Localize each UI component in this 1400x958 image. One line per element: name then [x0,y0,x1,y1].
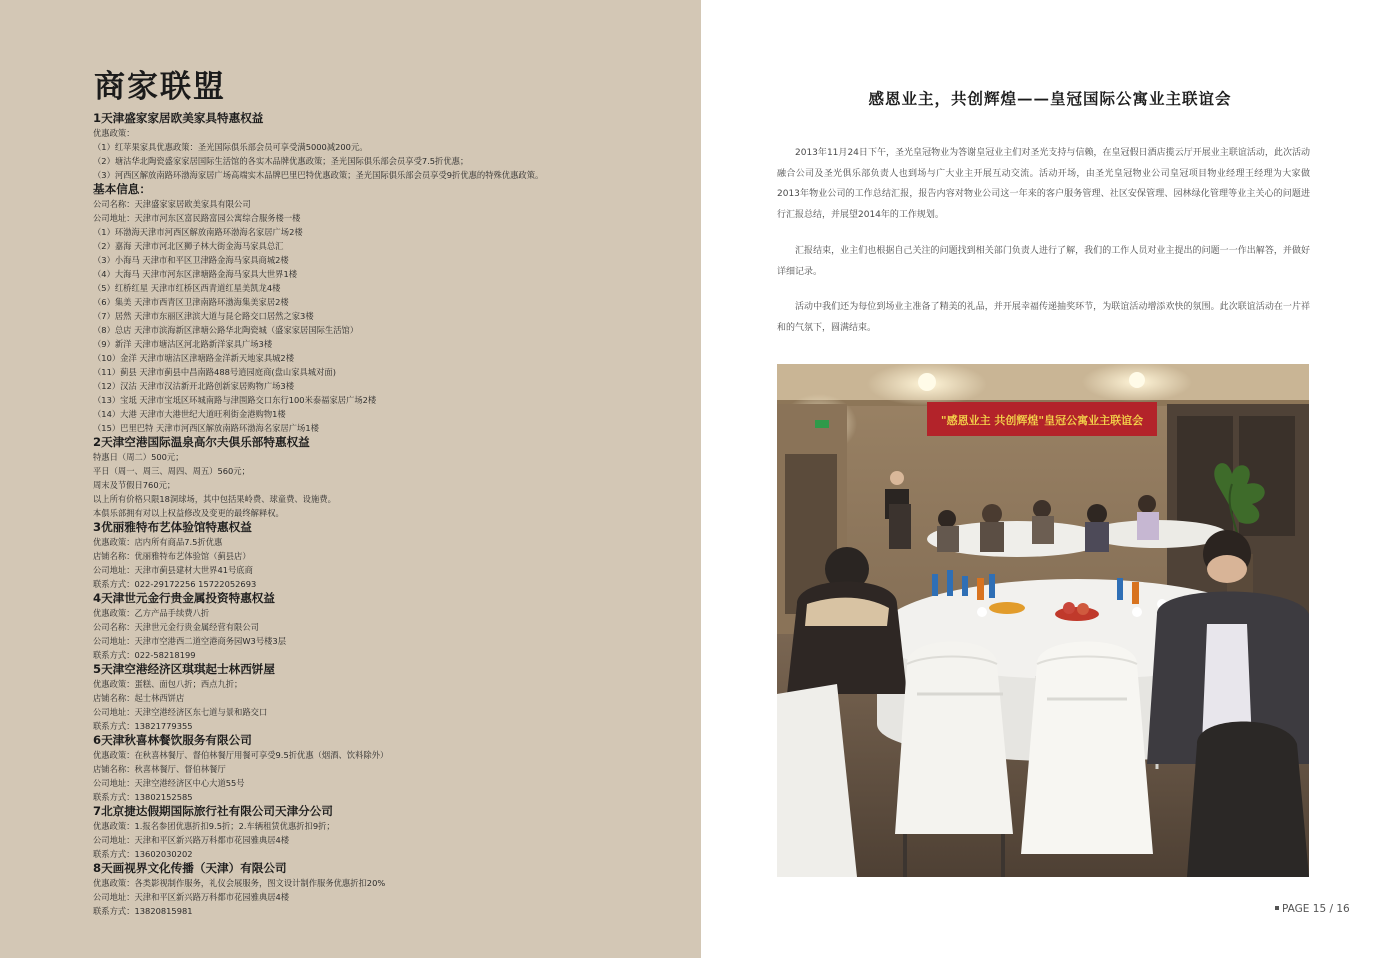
merchant-detail-line: 公司地址：天津市河东区富民路富园公寓综合服务楼一楼 [93,213,301,223]
store-location-line: （11）蓟县 天津市蓟县中昌南路488号逍园庭商(盘山家具城对面) [93,367,336,377]
store-location-line: （8）总店 天津市滨海新区津塘公路华北陶瓷城（盛家家居国际生活馆） [93,325,359,335]
article-paragraph: 汇报结束，业主们也根据自己关注的问题找到相关部门负责人进行了解，我们的工作人员对业主提出的问题一一作出解答，并做好详细记录。 [777,245,1310,277]
store-location-line: （5）红桥红星 天津市红桥区西青道红星美凯龙4楼 [93,283,281,293]
merchant-detail-line: 公司地址：天津市空港西二道空港商务园W3号楼3层 [93,636,286,646]
merchant-detail-line: 平日（周一、周三、周四、周五）560元； [93,466,250,476]
store-location-line: （6）集美 天津市西青区卫津南路环渤海集美家居2楼 [93,297,289,307]
banner-text: "感恩业主 共创辉煌"皇冠公寓业主联谊会 [940,414,1144,427]
merchant-detail-line: 公司地址：天津空港经济区中心大道55号 [93,778,245,788]
merchant-detail-line: 优惠政策：在秋喜林餐厅、督伯林餐厅用餐可享受9.5折优惠（烟酒、饮料除外） [93,750,389,760]
merchant-name: 6天津秋喜林餐饮服务有限公司 [93,733,252,747]
merchant-name: 1天津盛家家居欧美家具特惠权益 [93,111,264,125]
merchant-name: 5天津空港经济区琪琪起士林西饼屋 [93,662,275,676]
article-paragraph: 活动中我们还为每位到场业主准备了精美的礼品，并开展幸福传递抽奖环节，为联谊活动增添欢快的氛围。此次联谊活动在一片祥和的气氛下，圆满结束。 [777,302,1310,333]
square-bullet-icon [1275,906,1279,910]
merchant-6 [93,733,693,804]
merchant-detail-line: 优惠政策：乙方产品手续费八折 [93,608,210,618]
store-location-line: （13）宝坻 天津市宝坻区环城南路与津围路交口东行100米泰福家居广场2楼 [93,395,377,405]
merchant-3 [93,520,693,591]
merchant-detail-line: 店铺名称：起士林西饼店 [93,693,185,703]
store-location-line: （9）新洋 天津市塘沽区河北路新洋家具广场3楼 [93,339,273,349]
merchant-detail-line: （2）塘沽华北陶瓷盛家家居国际生活馆的各实木品牌优惠政策；圣光国际俱乐部会员享受7.5折优惠； [93,156,469,166]
merchant-detail-line: 周末及节假日760元； [93,480,176,490]
merchant-2 [93,435,693,520]
article-body [777,143,1310,354]
store-location-line: （10）金洋 天津市塘沽区津塘路金洋新天地家具城2楼 [93,353,295,363]
store-location-line: （15）巴里巴特 天津市河西区解放南路环渤海名家居广场1楼 [93,423,319,433]
merchant-contact-line: 联系方式：13821779355 [93,721,193,731]
store-location-line: （14）大港 天津市大港世纪大道旺利街金港购物1楼 [93,409,286,419]
merchant-contact-line: 联系方式：022-58218199 [93,650,196,660]
merchant-5 [93,662,693,733]
merchant-detail-line: 优惠政策：1.报名参团优惠折扣9.5折；2.车辆租赁优惠折扣9折； [93,821,335,831]
merchant-detail-line: 公司地址：天津和平区新兴路万科都市花园雅典居4楼 [93,835,290,845]
store-location-line: （4）大海马 天津市河东区津塘路金海马家具大世界1楼 [93,269,298,279]
merchant-detail-line: 公司名称：天津世元金行贵金属经营有限公司 [93,622,259,632]
page-number [1275,902,1350,916]
merchant-detail-line: 以上所有价格只限18洞球场，其中包括果岭费、球童费、设施费。 [93,494,336,504]
merchant-detail-line: 特惠日（周二）500元； [93,452,184,462]
store-location-line: （2）嘉海 天津市河北区狮子林大街金海马家具总汇 [93,241,284,251]
merchant-detail-line: 店铺名称：秋喜林餐厅、督伯林餐厅 [93,764,226,774]
store-location-line: （1）环渤海天津市河西区解放南路环渤海名家居广场2楼 [93,227,303,237]
merchant-list [93,111,693,918]
store-location-line: （3）小海马 天津市和平区卫津路金海马家具商城2楼 [93,255,289,265]
store-location-line: （12）汉沽 天津市汉沽新开北路创新家居购物广场3楼 [93,381,295,391]
merchant-contact-line: 联系方式：022-29172256 15722052693 [93,579,257,589]
article-title: 感恩业主，共创辉煌——皇冠国际公寓业主联谊会 [868,89,1232,108]
merchant-contact-line: 联系方式：13602030202 [93,849,193,859]
merchant-detail-line: 公司地址：天津市蓟县建材大世界41号底商 [93,565,253,575]
article-paragraph: 2013年11月24日下午，圣光皇冠物业为答谢皇冠业主们对圣光支持与信赖，在皇冠假日酒店揽云厅开展业主联谊活动，此次活动融合公司及圣光俱乐部负责人也到场与广大业主开展互动交流。活动开场，由圣光皇冠物业公司皇冠项目物业经理王经理为大家做2013年物业公司的工作总结汇报，报告内容对物业公司这一年来的客户服务管理、社区安保管理、园林绿化管理等业主关心的问题进行汇报总结，并展望2014年的工作规划。 [777,148,1310,221]
merchant-detail-line: 本俱乐部拥有对以上权益修改及变更的最终解释权。 [93,508,284,518]
merchant-detail-line: （3）河西区解放南路环渤海家居广场高端实木品牌巴里巴特优惠政策；圣光国际俱乐部会员享受9折优惠的特殊优惠政策。 [93,170,544,180]
merchant-1 [93,111,693,435]
basic-info-heading: 基本信息： [93,182,151,196]
merchant-name: 4天津世元金行贵金属投资特惠权益 [93,591,275,605]
merchant-detail-line: 优惠政策：各类影视制作服务，礼仪会展服务，图文设计制作服务优惠折扣20% [93,878,386,888]
merchant-7 [93,804,693,861]
merchant-detail-line: 店铺名称：优丽雅特布艺体验馆（蓟县店） [93,551,251,561]
event-photo [777,364,1309,877]
section-title: 商家联盟 [94,69,226,105]
merchant-contact-line: 联系方式：13802152585 [93,792,193,802]
merchant-detail-line: 公司名称：天津盛家家居欧美家具有限公司 [93,199,251,209]
merchant-name: 3优丽雅特布艺体验馆特惠权益 [93,520,252,534]
page-number-text: PAGE 15 / 16 [1282,903,1350,915]
merchant-detail-line: 公司地址：天津和平区新兴路万科都市花园雅典居4楼 [93,892,290,902]
merchant-detail-line: 公司地址：天津空港经济区东七道与景和路交口 [93,707,268,717]
merchant-detail-line: 优惠政策：店内所有商品7.5折优惠 [93,537,223,547]
event-photo-illustration [777,364,1309,877]
store-location-line: （7）居然 天津市东丽区津滨大道与昆仑路交口居然之家3楼 [93,311,314,321]
merchant-4 [93,591,693,662]
merchant-8 [93,861,693,918]
merchant-name: 8天画视界文化传播（天津）有限公司 [93,861,287,875]
merchant-name: 2天津空港国际温泉高尔夫俱乐部特惠权益 [93,435,310,449]
merchant-detail-line: 优惠政策： [93,128,135,138]
merchant-detail-line: （1）红苹果家具优惠政策：圣光国际俱乐部会员可享受满5000减200元。 [93,142,368,152]
merchant-contact-line: 联系方式：13820815981 [93,906,193,916]
merchant-detail-line: 优惠政策：蛋糕、面包八折；西点九折； [93,679,243,689]
merchant-name: 7北京捷达假期国际旅行社有限公司天津分公司 [93,804,333,818]
